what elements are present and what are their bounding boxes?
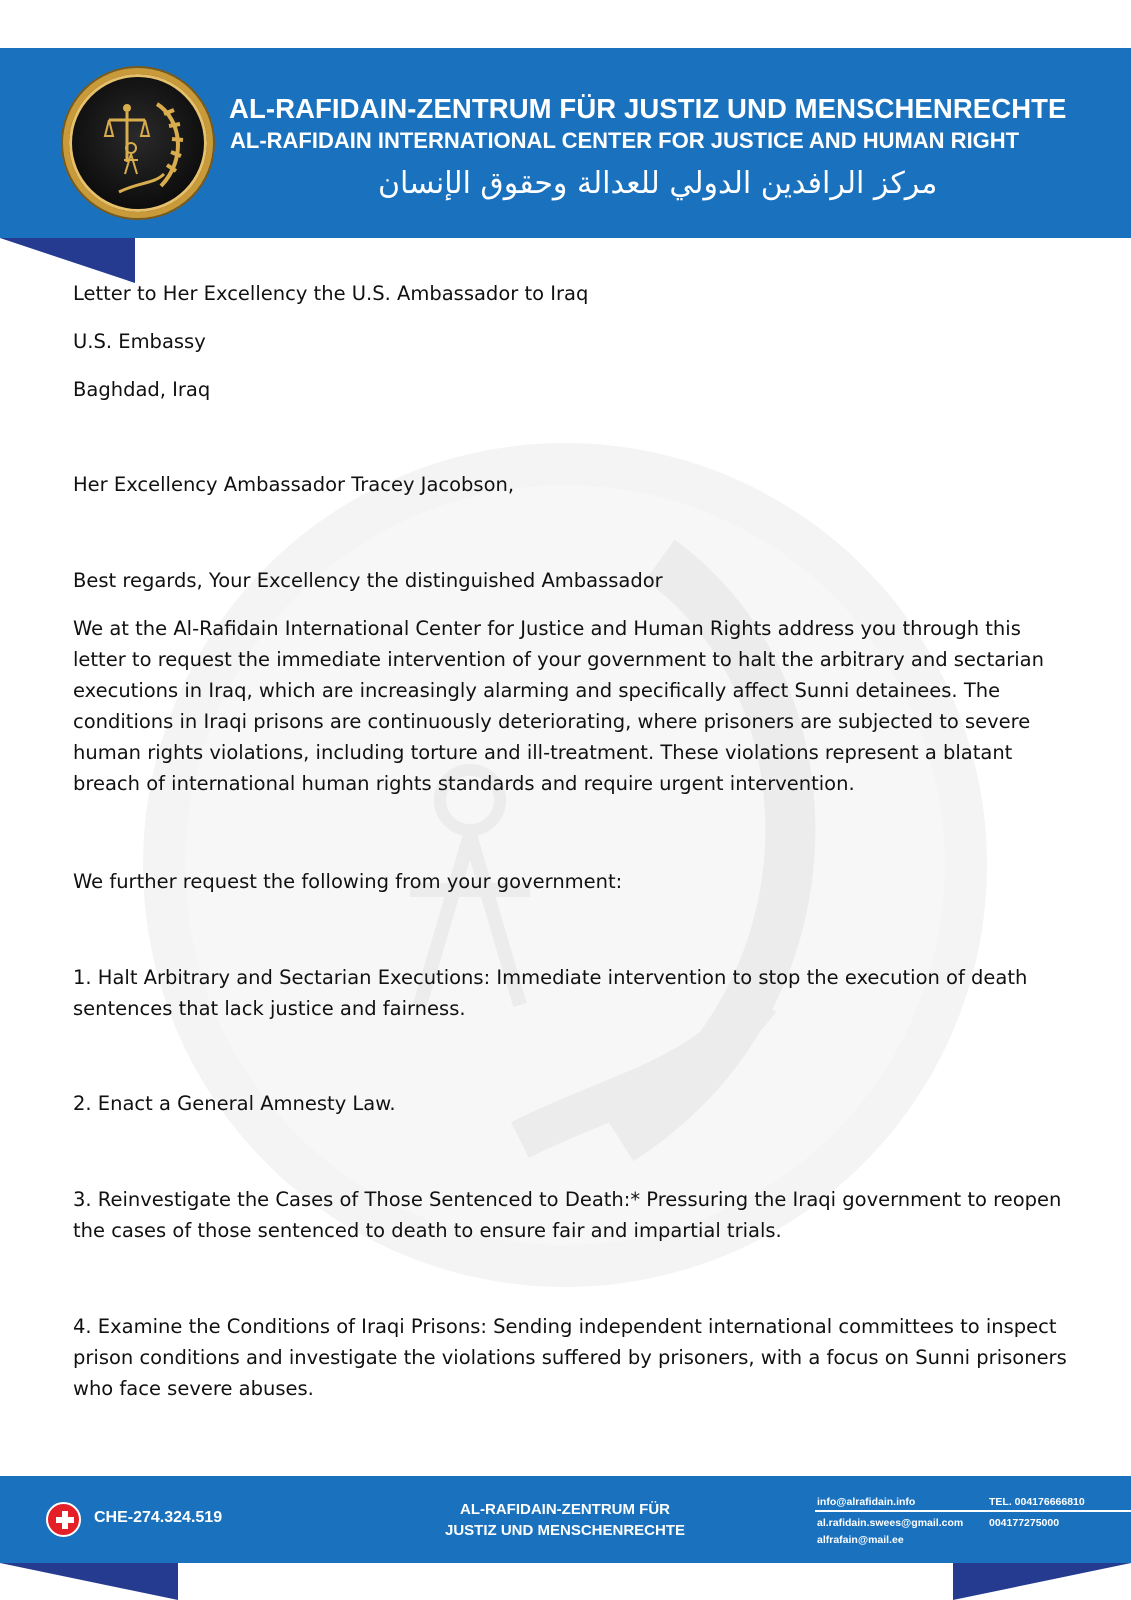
request-item-1: 1. Halt Arbitrary and Sectarian Executions: Immediate intervention to stop the execution of death sentences that lack justice and fairness. — [73, 966, 1028, 1020]
address-line-1: U.S. Embassy — [73, 330, 206, 353]
registration-number: CHE-274.324.519 — [94, 1509, 223, 1526]
org-name-arabic: مركز الرافدين الدولي للعدالة وحقوق الإنسان — [378, 166, 938, 201]
footer-org-line-1: AL-RAFIDAIN-ZENTRUM FÜR — [460, 1501, 670, 1518]
scales-of-justice-laurel-icon — [69, 74, 207, 212]
org-name-german: AL-RAFIDAIN-ZENTRUM FÜR JUSTIZ UND MENSCHENRECHTE — [229, 93, 1067, 124]
footer-org-line-2: JUSTIZ UND MENSCHENRECHTE — [444, 1522, 685, 1539]
request-item-4: 4. Examine the Conditions of Iraqi Prisons: Sending independent international committees to inspect prison conditions and investigate the violations suffered by prisoners, with a focus on Sunni prisoners who face severe abuses. — [73, 1315, 1067, 1400]
address-line-2: Baghdad, Iraq — [73, 378, 211, 401]
greeting: Best regards, Your Excellency the distinguished Ambassador — [73, 569, 663, 592]
request-intro: We further request the following from your government: — [73, 870, 623, 893]
email-gmail[interactable]: al.rafidain.swees@gmail.com — [817, 1517, 964, 1529]
body-paragraph: We at the Al-Rafidain International Center for Justice and Human Rights address you through this letter to request the immediate intervention of your government to halt the arbitrary and sectarian executions in Iraq, which are increasingly alarming and specifically affect Sunni detainees. The conditions in Iraqi prisons are continuously deteriorating, where prisoners are subjected to severe human rights violations, including torture and ill-treatment. These violations represent a blatant breach of international human rights standards and require urgent intervention. — [73, 617, 1044, 795]
email-mail-ee[interactable]: alfrafain@mail.ee — [817, 1534, 904, 1546]
telephone-1: TEL. 004176666810 — [989, 1496, 1085, 1508]
swiss-cross-icon — [46, 1502, 81, 1537]
header-accent-wedge — [0, 238, 135, 283]
org-logo — [63, 68, 213, 218]
org-name-english: AL-RAFIDAIN INTERNATIONAL CENTER FOR JUSTICE AND HUMAN RIGHT — [230, 128, 1020, 153]
request-item-2: 2. Enact a General Amnesty Law. — [73, 1092, 396, 1115]
footer-divider — [815, 1510, 1131, 1512]
request-item-3: 3. Reinvestigate the Cases of Those Sentenced to Death:* Pressuring the Iraqi government to reopen the cases of those sentenced to death to ensure fair and impartial trials. — [73, 1188, 1062, 1242]
salutation: Her Excellency Ambassador Tracey Jacobson, — [73, 473, 515, 496]
telephone-2: 004177275000 — [989, 1517, 1060, 1529]
footer-accent-wedge-left — [0, 1563, 178, 1600]
recipient-line: Letter to Her Excellency the U.S. Ambassador to Iraq — [73, 282, 589, 305]
footer-accent-wedge-right — [953, 1563, 1131, 1600]
footer-org-name — [420, 1499, 710, 1541]
email-info[interactable]: info@alrafidain.info — [817, 1496, 916, 1508]
